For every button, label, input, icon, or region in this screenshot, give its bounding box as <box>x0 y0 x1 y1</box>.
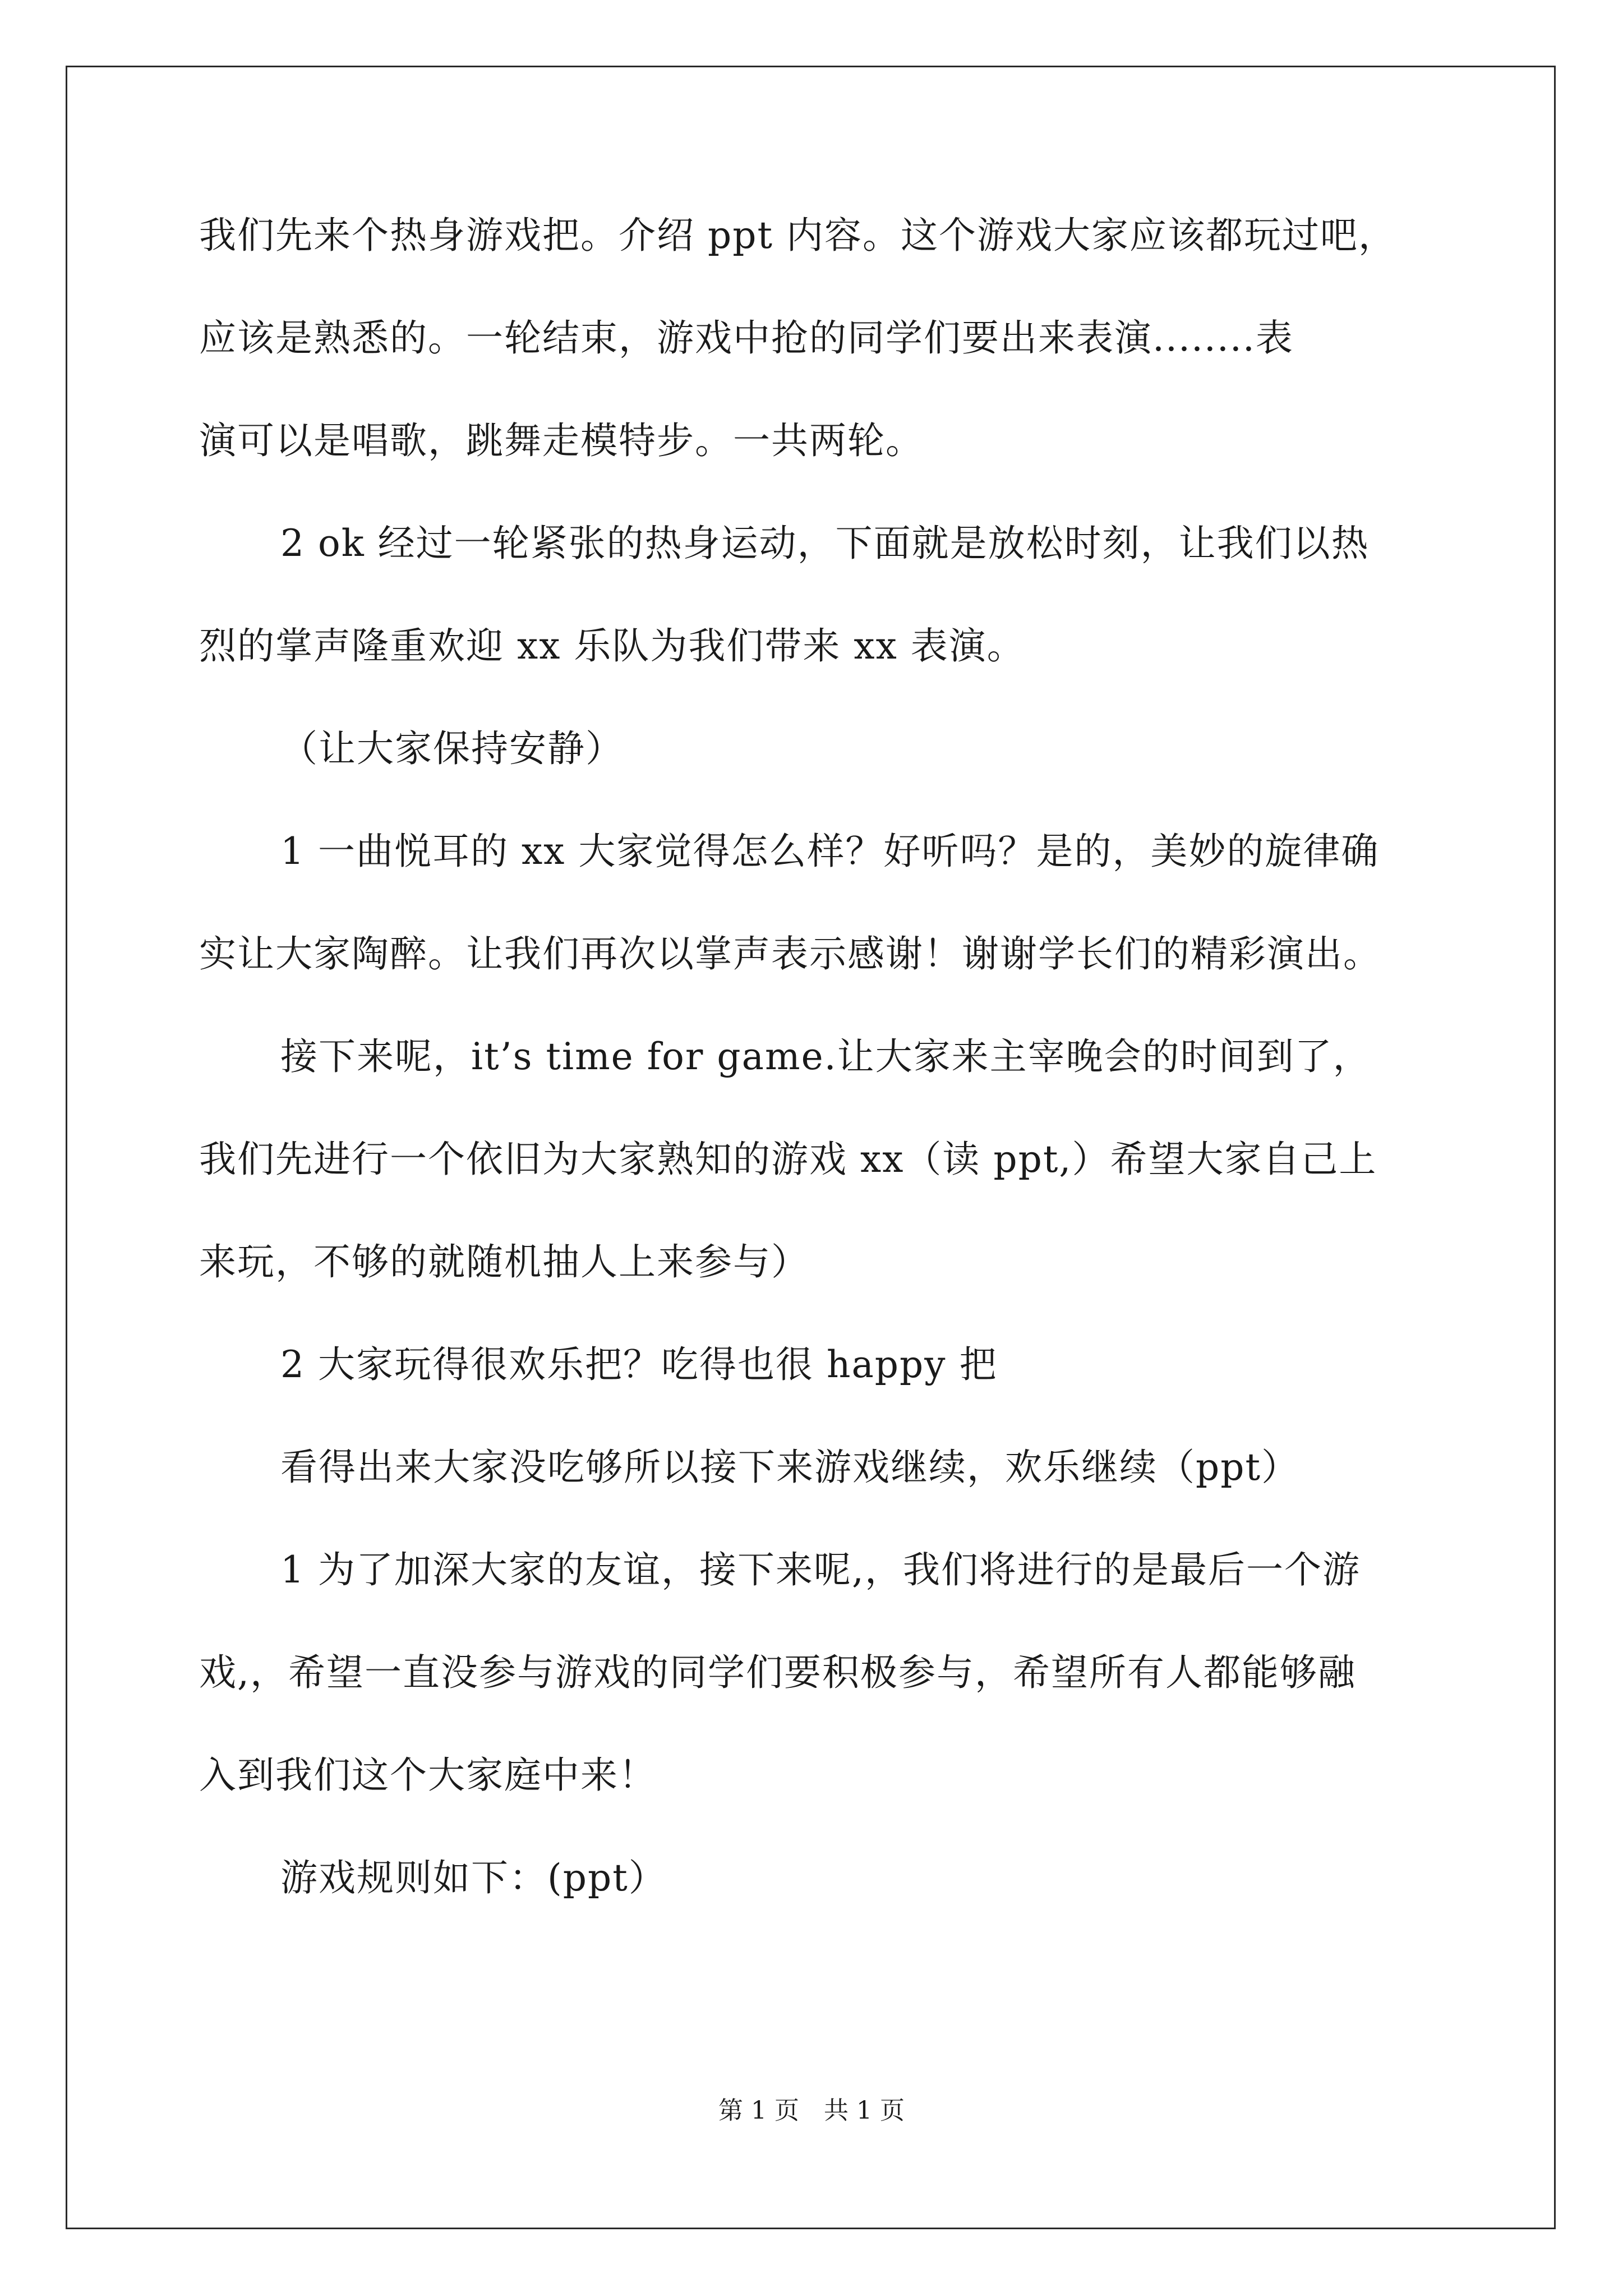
page-number-footer: 第 1 页 共 1 页 <box>718 2096 905 2125</box>
body-line: 应该是熟悉的。一轮结束，游戏中抢的同学们要出来表演........表 <box>199 316 1294 360</box>
body-line: 演可以是唱歌，跳舞走模特步。一共两轮。 <box>199 419 924 462</box>
body-line: 烈的掌声隆重欢迎 xx 乐队为我们带来 xx 表演。 <box>199 624 1025 668</box>
body-line: 我们先来个热身游戏把。介绍 ppt 内容。这个游戏大家应该都玩过吧， <box>199 214 1396 257</box>
body-line: 入到我们这个大家庭中来！ <box>199 1754 657 1797</box>
body-line: 2 ok 经过一轮紧张的热身运动，下面就是放松时刻，让我们以热 <box>280 522 1370 565</box>
body-line: 接下来呢，it’s time for game.让大家来主宰晚会的时间到了， <box>280 1035 1371 1078</box>
body-line: 2 大家玩得很欢乐把？吃得也很 happy 把 <box>280 1343 998 1386</box>
body-line: 来玩，不够的就随机抽人上来参与） <box>199 1240 809 1283</box>
body-line: 看得出来大家没吃够所以接下来游戏继续，欢乐继续（ppt） <box>280 1446 1300 1489</box>
body-line: 1 为了加深大家的友谊，接下来呢,，我们将进行的是最后一个游 <box>280 1548 1361 1591</box>
body-line: 游戏规则如下：(ppt） <box>280 1856 667 1899</box>
body-line: 我们先进行一个依旧为大家熟知的游戏 xx（读 ppt,）希望大家自己上 <box>199 1138 1377 1181</box>
body-line: （让大家保持安静） <box>280 727 624 770</box>
body-line: 戏,，希望一直没参与游戏的同学们要积极参与，希望所有人都能够融 <box>199 1651 1356 1694</box>
body-line: 实让大家陶醉。让我们再次以掌声表示感谢！谢谢学长们的精彩演出。 <box>199 932 1381 976</box>
body-line: 1 一曲悦耳的 xx 大家觉得怎么样？好听吗？是的，美妙的旋律确 <box>280 830 1380 873</box>
